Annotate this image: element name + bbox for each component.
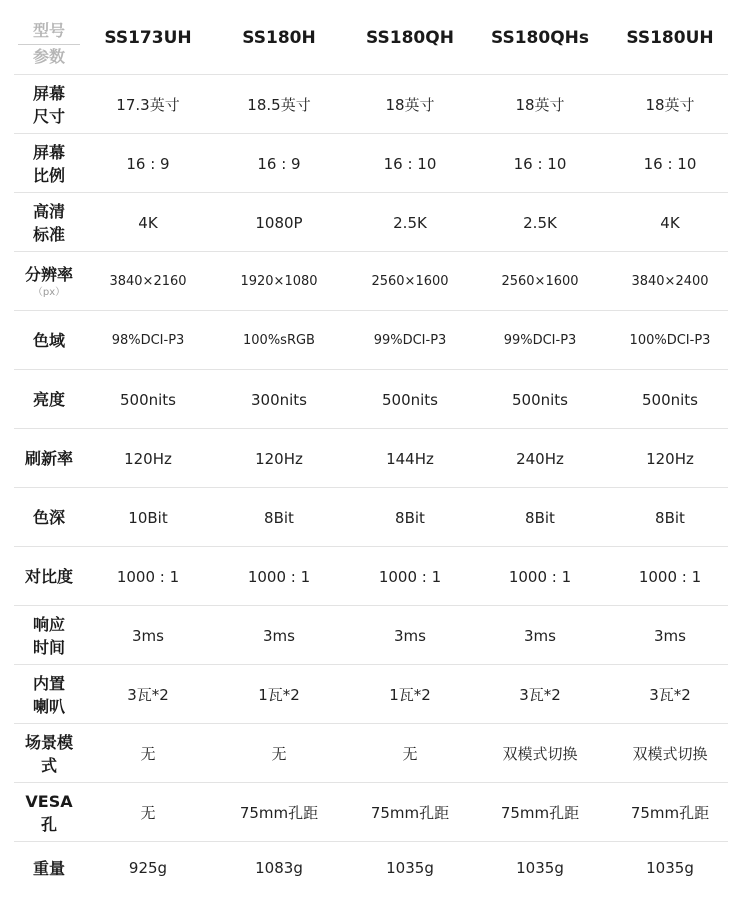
- model-header-5: SS180UH: [626, 27, 714, 48]
- table-cell: 3840×2160: [109, 274, 187, 289]
- table-cell: 1000 : 1: [116, 567, 180, 586]
- param-label: [14, 488, 84, 547]
- table-cell: 98%DCI-P3: [111, 333, 185, 348]
- table-cell: 10Bit: [128, 508, 168, 527]
- table-cell: 3ms: [654, 626, 686, 645]
- table-cell: 3ms: [524, 626, 556, 645]
- corner-model-label: 型号: [32, 21, 65, 40]
- corner-param-label: 参数: [32, 47, 65, 66]
- table-cell: 99%DCI-P3: [373, 333, 447, 348]
- param-label-line: 分辨率: [24, 265, 73, 284]
- table-cell: 75mm孔距: [630, 804, 710, 822]
- table-row: [0, 665, 750, 724]
- table-cell: 120Hz: [255, 449, 303, 468]
- table-cell: 1000 : 1: [378, 567, 442, 586]
- param-label-line: 重量: [32, 858, 65, 878]
- model-header-3: SS180QH: [366, 27, 454, 48]
- param-label-line: 响应: [32, 614, 65, 634]
- param-unit: （px）: [32, 287, 66, 298]
- table-cell: 120Hz: [646, 449, 694, 468]
- table-cell: 8Bit: [395, 508, 425, 527]
- table-row: [0, 488, 750, 547]
- param-label-line: 喇叭: [32, 696, 65, 716]
- table-cell: 3840×2400: [631, 274, 709, 289]
- table-cell: 4K: [660, 213, 680, 232]
- param-label-line: 比例: [32, 165, 65, 185]
- param-label-line: 色深: [32, 508, 65, 527]
- table-cell: 3ms: [132, 626, 164, 645]
- param-label: [14, 311, 84, 370]
- param-label: [14, 665, 84, 724]
- param-label-line: 标准: [32, 224, 65, 244]
- param-label-line: 对比度: [24, 567, 73, 586]
- table-cell: 3瓦*2: [649, 686, 691, 704]
- table-row: [0, 606, 750, 665]
- param-label-line: 孔: [40, 814, 57, 834]
- param-label-line: VESA: [25, 791, 73, 811]
- table-cell: 8Bit: [264, 508, 294, 527]
- table-cell: 2.5K: [523, 213, 557, 232]
- table-row: [0, 547, 750, 606]
- table-cell: 16 : 9: [257, 154, 301, 173]
- table-cell: 8Bit: [525, 508, 555, 527]
- table-cell: 1920×1080: [240, 274, 318, 289]
- param-label: [14, 370, 84, 429]
- table-cell: 99%DCI-P3: [503, 333, 577, 348]
- param-label: [14, 606, 84, 665]
- table-cell: 16 : 10: [513, 154, 567, 173]
- table-cell: 100%DCI-P3: [629, 333, 711, 348]
- table-cell: 1035g: [646, 859, 694, 877]
- table-cell: 500nits: [641, 390, 698, 409]
- table-cell: 无: [402, 745, 418, 763]
- table-cell: 18英寸: [645, 96, 695, 114]
- param-label-line: 尺寸: [32, 106, 65, 126]
- param-label-line: 屏幕: [32, 142, 65, 162]
- table-cell: 1035g: [516, 859, 564, 877]
- table-row: [0, 75, 750, 134]
- table-cell: 3ms: [394, 626, 426, 645]
- param-label-line: 内置: [32, 673, 65, 693]
- model-header-2: SS180H: [242, 27, 316, 48]
- table-cell: 300nits: [250, 390, 307, 409]
- table-cell: 18.5英寸: [247, 96, 311, 114]
- table-cell: 75mm孔距: [500, 804, 580, 822]
- table-row: [0, 193, 750, 252]
- param-label: [14, 193, 84, 252]
- table-cell: 18英寸: [515, 96, 565, 114]
- param-label-line: 高清: [32, 201, 65, 221]
- table-cell: 1瓦*2: [389, 686, 431, 704]
- table-cell: 1083g: [255, 859, 303, 877]
- table-cell: 240Hz: [516, 449, 564, 468]
- param-label-line: 时间: [32, 637, 65, 657]
- table-cell: 双模式切换: [632, 745, 708, 763]
- param-label-line: 亮度: [32, 390, 65, 409]
- table-cell: 2.5K: [393, 213, 427, 232]
- header-row: [0, 0, 750, 75]
- table-cell: 1瓦*2: [258, 686, 300, 704]
- table-cell: 17.3英寸: [116, 96, 180, 114]
- param-label-line: 屏幕: [32, 83, 65, 103]
- table-cell: 500nits: [511, 390, 568, 409]
- table-cell: 3瓦*2: [519, 686, 561, 704]
- table-row: [0, 724, 750, 783]
- param-label-line: 色域: [32, 331, 65, 350]
- table-cell: 75mm孔距: [239, 804, 319, 822]
- table-cell: 无: [271, 745, 287, 763]
- table-cell: 双模式切换: [502, 745, 578, 763]
- corner-divider: [18, 44, 80, 45]
- param-label: [14, 75, 84, 134]
- table-cell: 2560×1600: [371, 274, 449, 289]
- param-label: [14, 783, 84, 842]
- table-cell: 无: [140, 804, 156, 822]
- table-cell: 1035g: [386, 859, 434, 877]
- table-cell: 2560×1600: [501, 274, 579, 289]
- table-cell: 16 : 9: [126, 154, 170, 173]
- table-cell: 8Bit: [655, 508, 685, 527]
- param-label-line: 刷新率: [24, 449, 73, 468]
- table-row: [0, 842, 750, 894]
- param-label: [14, 134, 84, 193]
- model-header-1: SS173UH: [104, 27, 192, 48]
- param-label: [14, 547, 84, 606]
- table-row: [0, 783, 750, 842]
- table-cell: 500nits: [381, 390, 438, 409]
- param-label-line: 场景模: [24, 732, 73, 752]
- table-cell: 1000 : 1: [247, 567, 311, 586]
- table-cell: 16 : 10: [643, 154, 697, 173]
- model-header-4: SS180QHs: [490, 27, 589, 48]
- table-cell: 120Hz: [124, 449, 172, 468]
- table-cell: 1080P: [255, 213, 303, 232]
- table-cell: 4K: [138, 213, 158, 232]
- table-cell: 500nits: [119, 390, 176, 409]
- table-cell: 1000 : 1: [508, 567, 572, 586]
- table-cell: 16 : 10: [383, 154, 437, 173]
- table-cell: 144Hz: [386, 449, 434, 468]
- table-cell: 无: [140, 745, 156, 763]
- param-label: [14, 429, 84, 488]
- param-label: [14, 252, 84, 311]
- table-row: [0, 252, 750, 311]
- table-row: [0, 429, 750, 488]
- param-label: [14, 842, 84, 894]
- corner-header: [14, 20, 84, 72]
- table-row: [0, 134, 750, 193]
- table-cell: 100%sRGB: [243, 333, 315, 348]
- table-cell: 18英寸: [385, 96, 435, 114]
- table-cell: 3ms: [263, 626, 295, 645]
- param-label: [14, 724, 84, 783]
- table-cell: 75mm孔距: [370, 804, 450, 822]
- table-cell: 1000 : 1: [638, 567, 702, 586]
- table-row: [0, 311, 750, 370]
- table-cell: 3瓦*2: [127, 686, 169, 704]
- param-label-line: 式: [40, 755, 57, 775]
- table-cell: 925g: [128, 859, 168, 877]
- table-row: [0, 370, 750, 429]
